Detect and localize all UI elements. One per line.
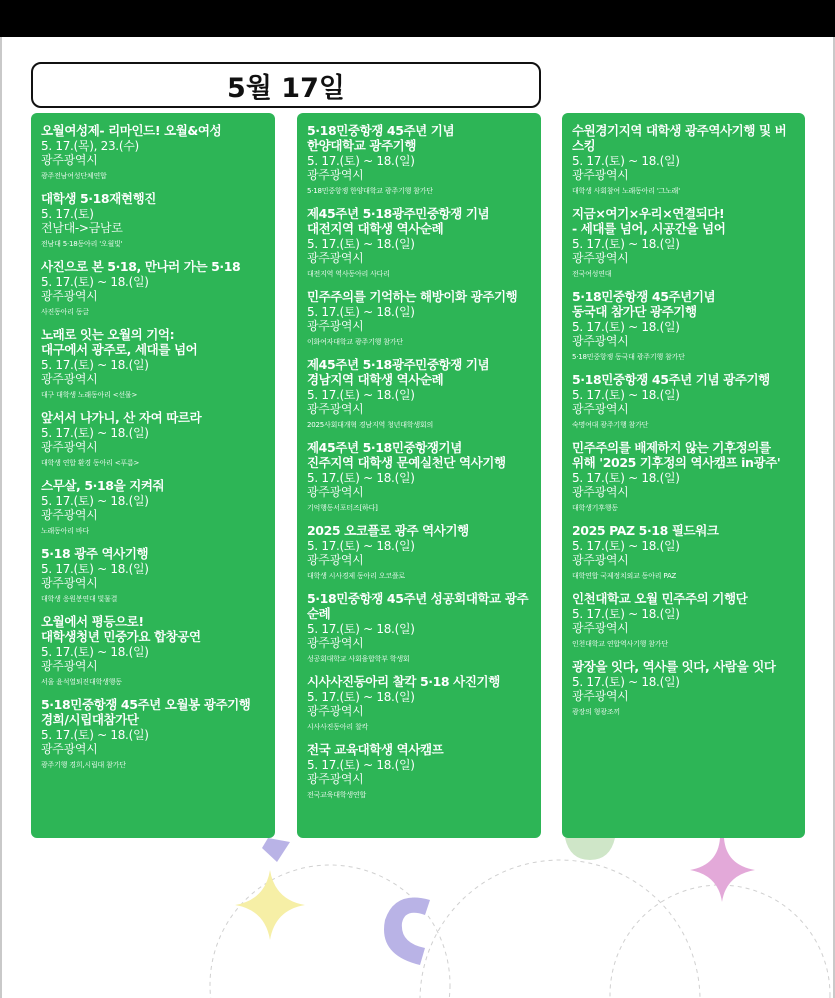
event-item [572, 440, 795, 513]
event-item [307, 591, 531, 664]
event-title: 2025 PAZ 5·18 필드워크 [572, 523, 719, 538]
event-title: 5·18민중항쟁 45주년 성공회대학교 광주순례 [307, 591, 529, 621]
event-date: 5. 17.(토) ~ 18.(일) [307, 758, 415, 772]
event-organizer: 시사사진동아리 찰칵 [307, 723, 369, 731]
event-date: 5. 17.(토) ~ 18.(일) [307, 154, 415, 168]
event-item [41, 259, 265, 317]
event-title: 대학생 5·18재현행진 [41, 191, 156, 206]
event-place: 광주광역시 [41, 440, 98, 454]
green-semicircle-decoration [565, 838, 615, 860]
event-organizer: 전국교육대학생연합 [307, 791, 367, 799]
event-item [41, 546, 265, 604]
event-organizer: 이화여자대학교 광주기행 참가단 [307, 338, 403, 346]
event-date: 5. 17.(토) ~ 18.(일) [307, 539, 415, 553]
yellow-diamond-decoration [235, 870, 305, 940]
event-date: 5. 17.(토) ~ 18.(일) [307, 237, 415, 251]
event-date: 5. 17.(토) ~ 18.(일) [41, 645, 149, 659]
event-organizer: 대학생 응원봉연대 빛물결 [41, 595, 118, 603]
dashed-circle-decoration [210, 865, 450, 998]
event-title: 오월여성제- 리마인드! 오월&여성 [41, 123, 222, 138]
event-item [41, 410, 265, 468]
event-title: 사진으로 본 5·18, 만나러 가는 5·18 [41, 259, 241, 274]
event-place: 광주광역시 [572, 334, 629, 348]
event-place: 광주광역시 [572, 621, 629, 635]
event-date: 5. 17.(토) ~ 18.(일) [572, 154, 680, 168]
event-date: 5. 17.(토) ~ 18.(일) [572, 320, 680, 334]
event-organizer: 숙명여대 광주기행 참가단 [572, 421, 649, 429]
event-organizer: 5·18민중항쟁 동국대 광주기행 참가단 [572, 353, 685, 361]
event-item [572, 123, 795, 196]
event-organizer: 광주기행 경희,시립대 참가단 [41, 761, 126, 769]
purple-c-shape-decoration [384, 898, 430, 966]
event-organizer: 광주전남여성단체연합 [41, 172, 107, 180]
event-organizer: 대학생 시사경제 동아리 오코플로 [307, 572, 405, 580]
event-date: 5. 17.(토) ~ 18.(일) [41, 728, 149, 742]
pink-star-decoration [690, 838, 755, 902]
event-title: 오월에서 평등으로! 대학생청년 민중가요 합창공연 [41, 614, 201, 644]
top-bar [0, 0, 835, 37]
event-organizer: 대전지역 역사동아리 사다리 [307, 270, 390, 278]
event-title: 노래로 잇는 오월의 기억: 대구에서 광주로, 세대를 넘어 [41, 327, 198, 357]
event-organizer: 광장의 형광조끼 [572, 708, 620, 716]
event-title: 앞서서 나가니, 산 자여 따르라 [41, 410, 202, 425]
event-organizer: 전남대 5·18동아리 '오월빛' [41, 240, 123, 248]
event-place: 광주광역시 [572, 402, 629, 416]
event-place: 광주광역시 [307, 251, 364, 265]
event-title: 5·18민중항쟁 45주년 기념 광주기행 [572, 372, 770, 387]
event-title: 5·18민중항쟁 45주년 오월봉 광주기행 경희/시립대참가단 [41, 697, 251, 727]
event-item [307, 523, 531, 581]
event-date: 5. 17.(토) ~ 18.(일) [572, 539, 680, 553]
event-date: 5. 17.(토) ~ 18.(일) [572, 388, 680, 402]
event-organizer: 전국여성연대 [572, 270, 612, 278]
event-organizer: 인천대학교 연합역사기행 참가단 [572, 640, 668, 648]
event-title: 수원경기지역 대학생 광주역사기행 및 버스킹 [572, 123, 787, 153]
event-organizer: 기억행동서포터즈[하다] [307, 504, 378, 512]
event-organizer: 2025사회대개혁 경남지역 청년대학생회의 [307, 421, 434, 429]
event-item [41, 123, 265, 181]
event-item [572, 372, 795, 430]
event-item [41, 614, 265, 687]
event-item [41, 327, 265, 400]
event-organizer: 대학생 사회참여 노래동아리 '그노래' [572, 187, 680, 195]
event-title: 5·18 광주 역사기행 [41, 546, 149, 561]
event-place: 광주광역시 [307, 485, 364, 499]
event-item [41, 478, 265, 536]
event-item [572, 289, 795, 362]
event-item [41, 697, 265, 770]
event-date: 5. 17.(토) ~ 18.(일) [307, 622, 415, 636]
event-date: 5. 17.(토) [41, 207, 94, 221]
event-organizer: 성공회대학교 사회융합학부 학생회 [307, 655, 410, 663]
event-date: 5. 17.(토) ~ 18.(일) [307, 305, 415, 319]
event-item [572, 523, 795, 581]
event-title: 시사사진동아리 찰칵 5·18 사진기행 [307, 674, 500, 689]
event-title: 제45주년 5·18광주민중항쟁 기념 대전지역 대학생 역사순례 [307, 206, 490, 236]
event-item [572, 659, 795, 717]
event-date: 5. 17.(토) ~ 18.(일) [307, 690, 415, 704]
event-title: 5·18민중항쟁 45주년 기념 한양대학교 광주기행 [307, 123, 455, 153]
event-title: 지금×여기×우리×연결되다! - 세대를 넘어, 시공간을 넘어 [572, 206, 726, 236]
event-date: 5. 17.(토) ~ 18.(일) [307, 471, 415, 485]
event-organizer: 서울 윤석열퇴진대학생행동 [41, 678, 122, 686]
event-date: 5. 17.(토) ~ 18.(일) [307, 388, 415, 402]
event-date: 5. 17.(토) ~ 18.(일) [572, 237, 680, 251]
event-item [572, 206, 795, 279]
event-place: 광주광역시 [307, 168, 364, 182]
event-title: 민주주의를 기억하는 해방이화 광주기행 [307, 289, 518, 304]
event-organizer: 노래동아리 바다 [41, 527, 89, 535]
event-item [307, 123, 531, 196]
event-item [41, 191, 265, 249]
event-title: 광장을 잇다, 역사를 잇다, 사람을 잇다 [572, 659, 776, 674]
event-title: 2025 오코플로 광주 역사기행 [307, 523, 469, 538]
event-place: 광주광역시 [572, 485, 629, 499]
purple-star-decoration [262, 838, 290, 862]
event-place: 광주광역시 [41, 659, 98, 673]
event-item [307, 440, 531, 513]
event-title: 제45주년 5·18광주민중항쟁 기념 경남지역 대학생 역사순례 [307, 357, 490, 387]
event-date: 5. 17.(토) ~ 18.(일) [572, 607, 680, 621]
event-place: 전남대->금남로 [41, 221, 123, 235]
event-organizer: 대학생 연합 환경 동아리 <푸름> [41, 459, 140, 467]
event-organizer: 대구 대학생 노래동아리 <선물> [41, 391, 138, 399]
event-title: 전국 교육대학생 역사캠프 [307, 742, 444, 757]
event-title: 5·18민중항쟁 45주년기념 동국대 참가단 광주기행 [572, 289, 716, 319]
event-place: 광주광역시 [41, 576, 98, 590]
event-place: 광주광역시 [572, 168, 629, 182]
event-title: 스무살, 5·18을 지켜줘 [41, 478, 165, 493]
event-item [307, 206, 531, 279]
event-place: 광주광역시 [307, 772, 364, 786]
event-organizer: 대학생기후행동 [572, 504, 618, 512]
event-date: 5. 17.(토) ~ 18.(일) [572, 471, 680, 485]
event-item [572, 591, 795, 649]
page-title: 5월 17일 [31, 62, 541, 108]
event-place: 광주광역시 [41, 508, 98, 522]
event-organizer: 사진동아리 동글 [41, 308, 89, 316]
event-item [307, 674, 531, 732]
event-place: 광주광역시 [307, 636, 364, 650]
event-title: 제45주년 5·18민중항쟁기념 진주지역 대학생 문예실천단 역사기행 [307, 440, 506, 470]
event-place: 광주광역시 [307, 402, 364, 416]
event-date: 5. 17.(토) ~ 18.(일) [41, 562, 149, 576]
event-place: 광주광역시 [41, 289, 98, 303]
event-date: 5. 17.(목), 23.(수) [41, 139, 139, 153]
event-title: 인천대학교 오월 민주주의 기행단 [572, 591, 748, 606]
event-date: 5. 17.(토) ~ 18.(일) [41, 426, 149, 440]
event-column-1 [31, 113, 275, 838]
event-date: 5. 17.(토) ~ 18.(일) [572, 675, 680, 689]
event-place: 광주광역시 [572, 689, 629, 703]
event-date: 5. 17.(토) ~ 18.(일) [41, 358, 149, 372]
event-place: 광주광역시 [41, 153, 98, 167]
event-place: 광주광역시 [572, 251, 629, 265]
event-place: 광주광역시 [41, 742, 98, 756]
event-item [307, 289, 531, 347]
event-title: 민주주의를 배제하지 않는 기후정의를 위해 '2025 기후정의 역사캠프 in광주' [572, 440, 781, 470]
dashed-circle-decoration [610, 885, 830, 998]
event-item [307, 357, 531, 430]
event-place: 광주광역시 [41, 372, 98, 386]
event-organizer: 대학연합 국제정치외교 동아리 PAZ [572, 572, 677, 580]
event-place: 광주광역시 [572, 553, 629, 567]
event-date: 5. 17.(토) ~ 18.(일) [41, 494, 149, 508]
event-organizer: 5·18민중항쟁 한양대학교 광주기행 참가단 [307, 187, 433, 195]
dashed-circle-decoration [420, 860, 700, 998]
event-place: 광주광역시 [307, 319, 364, 333]
event-column-3 [562, 113, 805, 838]
event-place: 광주광역시 [307, 553, 364, 567]
event-item [307, 742, 531, 800]
event-place: 광주광역시 [307, 704, 364, 718]
event-date: 5. 17.(토) ~ 18.(일) [41, 275, 149, 289]
event-column-2 [297, 113, 541, 838]
